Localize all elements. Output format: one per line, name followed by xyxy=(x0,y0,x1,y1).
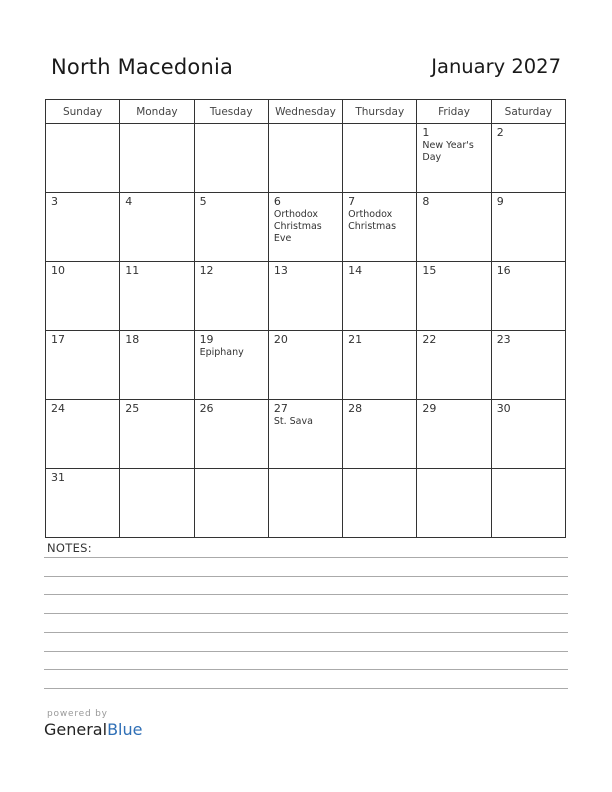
day-number: 6 xyxy=(273,195,281,208)
day-number: 26 xyxy=(199,402,214,415)
day-number: 18 xyxy=(125,333,140,346)
notes-line xyxy=(44,688,568,689)
day-cell xyxy=(491,262,565,331)
day-cell xyxy=(120,193,194,262)
day-number: 21 xyxy=(348,333,363,346)
day-cell xyxy=(417,262,491,331)
day-cell xyxy=(194,331,268,400)
brand-general: General xyxy=(44,720,108,739)
day-cell xyxy=(268,262,342,331)
day-cell xyxy=(343,331,417,400)
week-row xyxy=(46,262,566,331)
day-number: 12 xyxy=(199,264,214,277)
weekday-thursday: Thursday xyxy=(343,100,417,124)
day-cell xyxy=(417,469,491,538)
weekday-tuesday: Tuesday xyxy=(194,100,268,124)
day-number: 30 xyxy=(496,402,511,415)
day-number: 19 xyxy=(199,333,214,346)
day-cell xyxy=(268,193,342,262)
day-number: 11 xyxy=(125,264,140,277)
weekday-friday: Friday xyxy=(417,100,491,124)
holiday-label: New Year's Day xyxy=(422,140,474,163)
day-cell xyxy=(194,124,268,193)
day-cell xyxy=(120,331,194,400)
notes-label: NOTES: xyxy=(47,541,92,555)
day-cell xyxy=(343,124,417,193)
week-row xyxy=(46,469,566,538)
day-cell xyxy=(268,331,342,400)
weekday-wednesday: Wednesday xyxy=(268,100,342,124)
month-year-title: January 2027 xyxy=(431,55,561,78)
day-number: 9 xyxy=(496,195,504,208)
day-number: 5 xyxy=(199,195,207,208)
day-cell xyxy=(417,193,491,262)
day-cell xyxy=(417,400,491,469)
day-cell xyxy=(268,400,342,469)
weekday-header-row xyxy=(46,100,566,124)
day-cell xyxy=(491,124,565,193)
day-number: 1 xyxy=(422,126,430,139)
day-number: 15 xyxy=(422,264,437,277)
day-cell xyxy=(268,124,342,193)
day-cell xyxy=(343,469,417,538)
week-row xyxy=(46,331,566,400)
holiday-label: Epiphany xyxy=(199,347,244,358)
notes-line xyxy=(44,594,568,595)
day-number: 13 xyxy=(273,264,288,277)
brand-blue: Blue xyxy=(107,720,143,739)
day-number: 3 xyxy=(51,195,58,208)
day-cell xyxy=(343,262,417,331)
day-cell xyxy=(120,124,194,193)
day-cell xyxy=(120,400,194,469)
holiday-label: St. Sava xyxy=(273,416,313,427)
day-cell xyxy=(46,193,120,262)
day-number: 7 xyxy=(348,195,356,208)
notes-line xyxy=(44,669,568,670)
day-cell xyxy=(491,469,565,538)
day-cell xyxy=(194,400,268,469)
day-number: 10 xyxy=(51,264,65,277)
day-cell xyxy=(120,262,194,331)
powered-by-text: powered by xyxy=(47,709,108,719)
calendar-grid xyxy=(45,99,566,538)
week-row xyxy=(46,124,566,193)
notes-line xyxy=(44,613,568,614)
week-row xyxy=(46,193,566,262)
day-cell xyxy=(194,193,268,262)
holiday-label: Orthodox Christmas Eve xyxy=(273,209,322,244)
notes-line xyxy=(44,557,568,558)
day-cell xyxy=(417,331,491,400)
day-cell xyxy=(491,331,565,400)
day-cell xyxy=(46,469,120,538)
day-cell xyxy=(46,331,120,400)
generalblue-logo[interactable] xyxy=(44,720,142,739)
weekday-saturday: Saturday xyxy=(491,100,565,124)
day-number: 17 xyxy=(51,333,65,346)
day-number: 14 xyxy=(348,264,363,277)
week-row xyxy=(46,400,566,469)
day-cell xyxy=(417,124,491,193)
day-cell xyxy=(268,469,342,538)
notes-line xyxy=(44,576,568,577)
day-number: 4 xyxy=(125,195,133,208)
day-cell xyxy=(343,193,417,262)
weekday-monday: Monday xyxy=(120,100,194,124)
day-cell xyxy=(491,400,565,469)
day-cell xyxy=(46,400,120,469)
day-cell xyxy=(46,124,120,193)
country-title: North Macedonia xyxy=(51,55,234,79)
day-number: 28 xyxy=(348,402,363,415)
day-cell xyxy=(491,193,565,262)
day-number: 2 xyxy=(496,126,504,139)
day-number: 22 xyxy=(422,333,437,346)
day-number: 31 xyxy=(51,471,65,484)
day-cell xyxy=(194,262,268,331)
day-number: 27 xyxy=(273,402,288,415)
day-number: 25 xyxy=(125,402,140,415)
day-number: 29 xyxy=(422,402,437,415)
weekday-sunday: Sunday xyxy=(46,100,120,124)
day-cell xyxy=(194,469,268,538)
notes-line xyxy=(44,651,568,652)
notes-line xyxy=(44,632,568,633)
day-cell xyxy=(46,262,120,331)
day-number: 23 xyxy=(496,333,511,346)
day-number: 20 xyxy=(273,333,288,346)
day-cell xyxy=(343,400,417,469)
day-number: 24 xyxy=(51,402,65,415)
day-number: 16 xyxy=(496,264,511,277)
holiday-label: Orthodox Christmas xyxy=(348,209,397,232)
day-number: 8 xyxy=(422,195,430,208)
day-cell xyxy=(120,469,194,538)
